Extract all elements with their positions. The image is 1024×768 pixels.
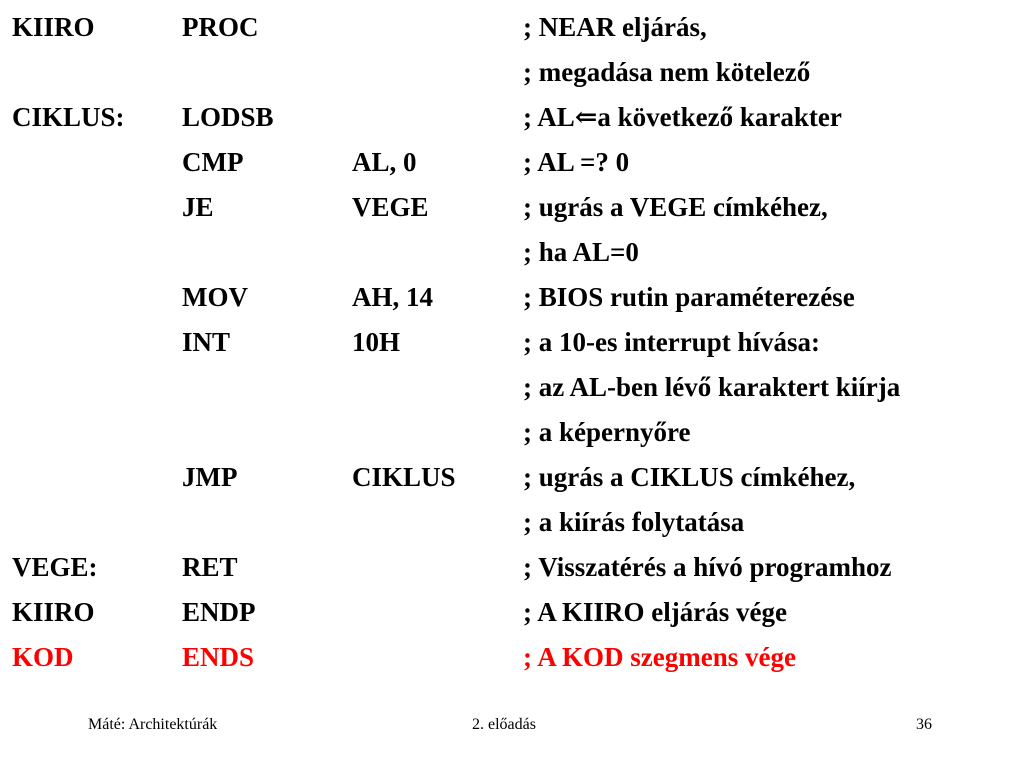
code-comment: ; megadása nem kötelező <box>523 57 811 87</box>
code-label: CIKLUS: <box>12 102 125 132</box>
code-mnemonic: JE <box>182 192 214 222</box>
code-comment: ; NEAR eljárás, <box>523 12 707 42</box>
code-mnemonic: RET <box>182 552 238 582</box>
code-mnemonic: ENDP <box>182 597 256 627</box>
code-line-highlighted <box>0 635 1024 680</box>
code-operand: 10H <box>352 327 401 357</box>
code-mnemonic: MOV <box>182 282 248 312</box>
code-comment: ; Visszatérés a hívó programhoz <box>523 552 892 582</box>
code-comment: ; A KIIRO eljárás vége <box>523 597 787 627</box>
code-mnemonic: JMP <box>182 462 238 492</box>
code-line <box>0 50 1024 95</box>
code-mnemonic: INT <box>182 327 231 357</box>
code-line <box>0 185 1024 230</box>
code-operand: AL, 0 <box>352 147 417 177</box>
code-label: KIIRO <box>12 597 95 627</box>
slide-footer <box>0 716 1024 740</box>
code-mnemonic: ENDS <box>182 642 255 672</box>
code-operand: CIKLUS <box>352 462 456 492</box>
code-operand: AH, 14 <box>352 282 433 312</box>
code-mnemonic: CMP <box>182 147 244 177</box>
code-label: VEGE: <box>12 552 98 582</box>
code-line <box>0 140 1024 185</box>
code-operand: VEGE <box>352 192 429 222</box>
code-label: KOD <box>12 642 74 672</box>
code-comment: ; ugrás a CIKLUS címkéhez, <box>523 462 856 492</box>
code-label: KIIRO <box>12 12 95 42</box>
code-comment: ; a kiírás folytatása <box>523 507 745 537</box>
code-mnemonic: LODSB <box>182 102 274 132</box>
code-line <box>0 5 1024 50</box>
code-comment: ; a képernyőre <box>523 417 691 447</box>
code-line <box>0 365 1024 410</box>
code-comment: ; BIOS rutin paraméterezése <box>523 282 855 312</box>
code-line <box>0 455 1024 500</box>
footer-author: Máté: Architektúrák <box>88 716 218 733</box>
code-comment: ; ha AL=0 <box>523 237 639 267</box>
footer-lecture: 2. előadás <box>472 716 536 733</box>
code-comment: ; ugrás a VEGE címkéhez, <box>523 192 828 222</box>
code-comment: ; az AL-ben lévő karaktert kiírja <box>523 372 901 402</box>
code-line <box>0 545 1024 590</box>
code-line <box>0 230 1024 275</box>
code-comment: ; a 10-es interrupt hívása: <box>523 327 820 357</box>
code-line <box>0 410 1024 455</box>
code-line <box>0 500 1024 545</box>
code-line <box>0 320 1024 365</box>
footer-page-number: 36 <box>916 716 932 733</box>
code-comment: ; A KOD szegmens vége <box>523 642 796 672</box>
code-comment: ; AL =? 0 <box>523 147 630 177</box>
code-comment: ; AL⇐a következő karakter <box>523 102 842 132</box>
code-line <box>0 95 1024 140</box>
code-mnemonic: PROC <box>182 12 259 42</box>
code-line <box>0 590 1024 635</box>
code-line <box>0 275 1024 320</box>
